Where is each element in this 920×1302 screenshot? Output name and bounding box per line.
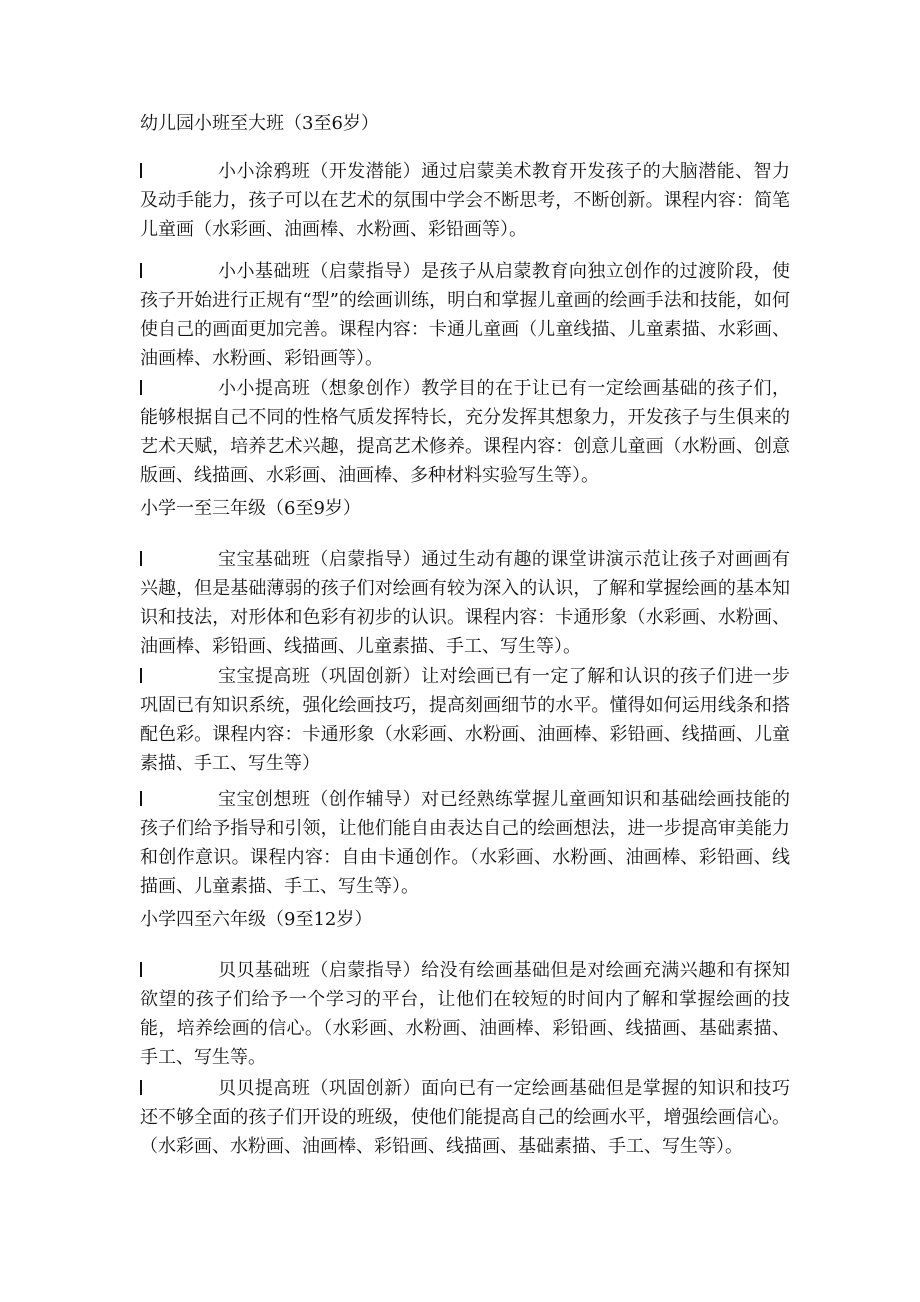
course-item-basic [140, 257, 790, 373]
course-description: 小小提高班（想象创作）教学目的在于让已有一定绘画基础的孩子们，能够根据自己不同的性格气质发挥特长，充分发挥其想象力，开发孩子与生俱来的艺术天赋，培养艺术兴趣，提高艺术修养。课程内容：创意儿童画（水粉画、创意版画、线描画、水彩画、油画棒、多种材料实验写生等）。 [140, 378, 790, 486]
course-item-beibei-basic [140, 956, 790, 1072]
course-item-baby-advanced [140, 662, 790, 778]
course-description: 贝贝基础班（启蒙指导）给没有绘画基础但是对绘画充满兴趣和有探知欲望的孩子们给予一个学习的平台，让他们在较短的时间内了解和掌握绘画的技能，培养绘画的信心。（水彩画、水粉画、油画棒、彩铅画、线描画、基础素描、手工、写生等。 [140, 960, 790, 1068]
course-item-beibei-advanced [140, 1074, 790, 1161]
course-item-advanced [140, 374, 790, 490]
course-description: 宝宝提高班（巩固创新）让对绘画已有一定了解和认识的孩子们进一步巩固已有知识系统，强化绘画技巧，提高刻画细节的水平。懂得如何运用线条和搭配色彩。课程内容：卡通形象（水彩画、水粉画、油画棒、彩铅画、线描画、儿童素描、手工、写生等） [140, 666, 790, 774]
bullet-marker [140, 551, 142, 566]
course-item-doodle [140, 157, 790, 244]
course-description: 小小基础班（启蒙指导）是孩子从启蒙教育向独立创作的过渡阶段，使孩子开始进行正规有“型”的绘画训练，明白和掌握儿童画的绘画手法和技能，如何使自己的画面更加完善。课程内容：卡通儿童画（儿童线描、儿童素描、水彩画、油画棒、水粉画、彩铅画等）。 [140, 261, 790, 369]
section-heading-primary-upper: 小学四至六年级（9至12岁） [140, 909, 373, 930]
bullet-marker [140, 791, 142, 806]
course-item-baby-basic [140, 545, 790, 661]
section-heading-kindergarten: 幼儿园小班至大班（3至6岁） [140, 113, 379, 134]
bullet-marker [140, 380, 142, 395]
bullet-marker [140, 668, 142, 683]
bullet-marker [140, 962, 142, 977]
course-description: 宝宝基础班（启蒙指导）通过生动有趣的课堂讲演示范让孩子对画画有兴趣，但是基础薄弱的孩子们对绘画有较为深入的认识，了解和掌握绘画的基本知识和技法，对形体和色彩有初步的认识。课程内容：卡通形象（水彩画、水粉画、油画棒、彩铅画、线描画、儿童素描、手工、写生等）。 [140, 549, 790, 657]
bullet-marker [140, 1080, 142, 1095]
course-description: 贝贝提高班（巩固创新）面向已有一定绘画基础但是掌握的知识和技巧还不够全面的孩子们开设的班级，使他们能提高自己的绘画水平，增强绘画信心。（水彩画、水粉画、油画棒、彩铅画、线描画、基础素描、手工、写生等）。 [140, 1078, 790, 1157]
bullet-marker [140, 263, 142, 278]
course-item-baby-creative [140, 785, 790, 901]
course-description: 宝宝创想班（创作辅导）对已经熟练掌握儿童画知识和基础绘画技能的孩子们给予指导和引领，让他们能自由表达自己的绘画想法，进一步提高审美能力和创作意识。课程内容：自由卡通创作。（水彩画、水粉画、油画棒、彩铅画、线描画、儿童素描、手工、写生等）。 [140, 789, 790, 897]
course-description: 小小涂鸦班（开发潜能）通过启蒙美术教育开发孩子的大脑潜能、智力及动手能力，孩子可以在艺术的氛围中学会不断思考，不断创新。课程内容：简笔儿童画（水彩画、油画棒、水粉画、彩铅画等）。 [140, 161, 790, 240]
bullet-marker [140, 163, 142, 178]
section-heading-primary-lower: 小学一至三年级（6至9岁） [140, 498, 361, 519]
